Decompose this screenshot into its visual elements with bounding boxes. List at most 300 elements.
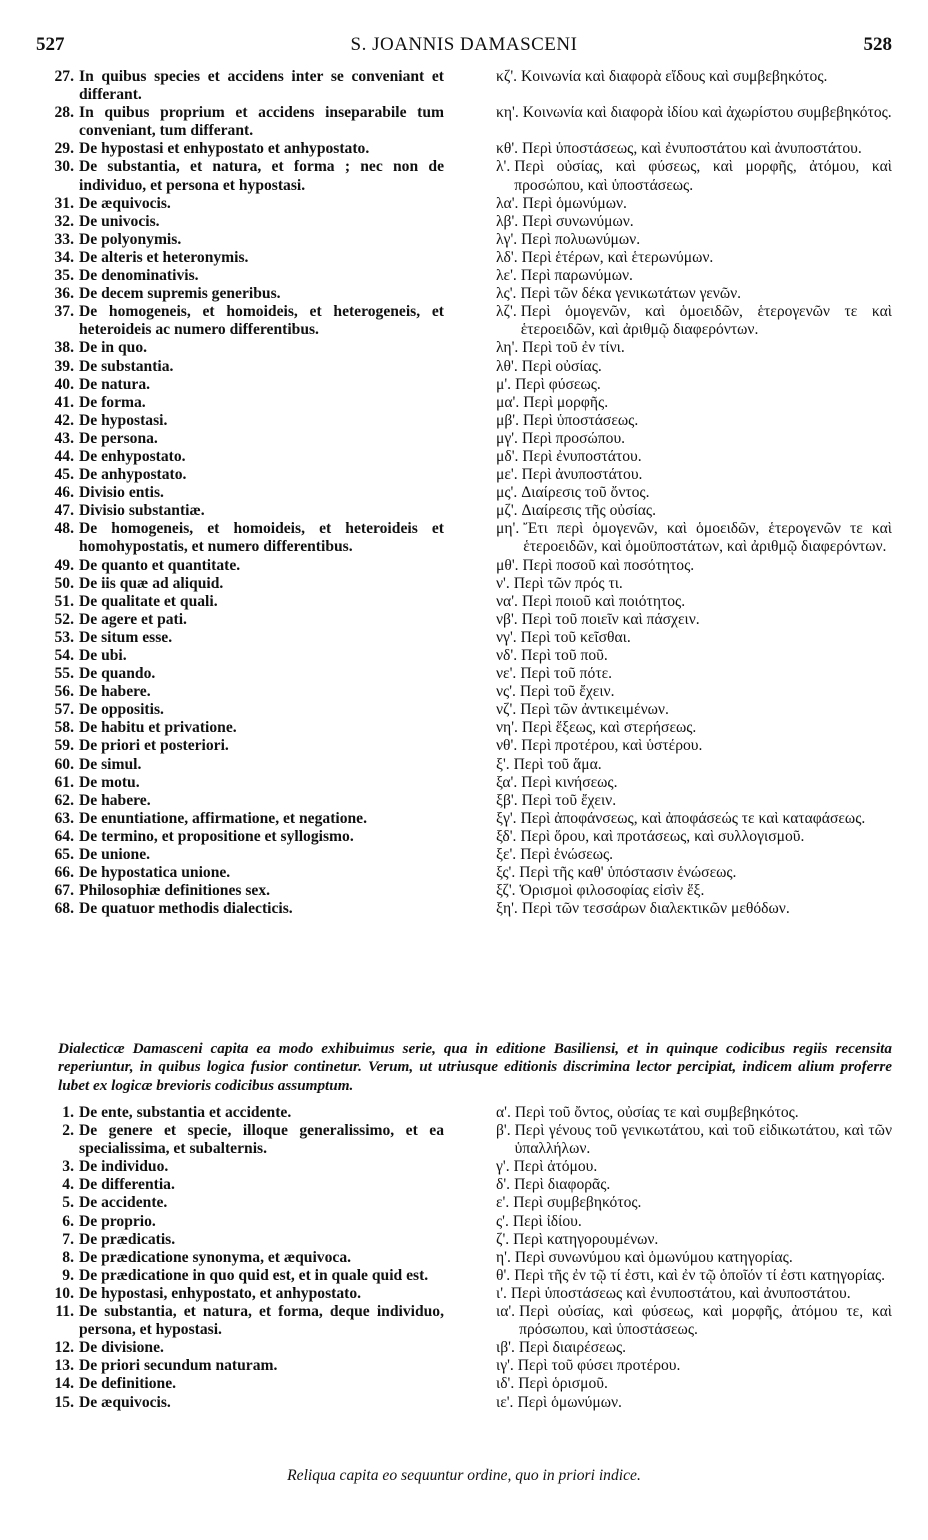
greek-title: Περὶ παρωνύμων. [520, 267, 633, 285]
entry-number: 39. [54, 357, 74, 375]
greek-title: Περὶ ὑποστάσεως καὶ ἐνυποστάτου, καὶ ἀνυποστάτου. [510, 1284, 851, 1302]
greek-number: ξζ'. [496, 882, 516, 900]
greek-title: Περὶ οὐσίας. [521, 357, 602, 375]
chapter-index-main [36, 68, 892, 918]
entry-number: 42. [54, 411, 74, 429]
latin-title: De hypostatica unione. [79, 864, 231, 882]
entry-number: 60. [54, 755, 74, 773]
index-row [36, 158, 892, 194]
latin-title: De anhypostato. [79, 466, 187, 484]
latin-title: De qualitate et quali. [79, 592, 218, 610]
latin-entry [36, 701, 456, 719]
latin-entry [36, 756, 456, 774]
entry-number: 41. [54, 393, 74, 411]
greek-title: Περὶ ἑνώσεως. [520, 846, 614, 864]
latin-title: De enhypostato. [79, 447, 186, 465]
entry-number: 43. [54, 429, 74, 447]
latin-title: De differentia. [79, 1176, 175, 1194]
latin-entry [36, 1213, 456, 1231]
greek-title: Κοινωνία καὶ διαφορὰ εἴδους καὶ συμβεβηκότος. [521, 68, 828, 85]
index-row [36, 430, 892, 448]
entry-number: 52. [54, 610, 74, 628]
greek-entry [456, 231, 892, 249]
latin-title: De æquivocis. [79, 1393, 171, 1411]
latin-entry [36, 1104, 456, 1122]
entry-number: 45. [54, 466, 74, 484]
greek-title: Περὶ προσώπου. [521, 429, 626, 447]
greek-number: ξε'. [496, 846, 517, 864]
index-row [36, 575, 892, 593]
entry-number: 56. [54, 683, 74, 701]
greek-entry [456, 1339, 892, 1357]
entry-number: 34. [54, 248, 74, 266]
entry-number: 68. [54, 900, 74, 918]
greek-number: η'. [496, 1248, 511, 1266]
greek-title: Περὶ ὑποστάσεως. [523, 411, 639, 429]
latin-entry [36, 611, 456, 629]
greek-title: Περὶ τῆς καθ' ὑπόστασιν ἑνώσεως. [519, 864, 737, 882]
latin-title: Philosophiæ definitiones sex. [79, 882, 271, 900]
greek-entry [456, 249, 892, 267]
greek-number: ιε'. [496, 1393, 514, 1411]
greek-number: νς'. [496, 683, 516, 701]
greek-number: λζ'. [496, 303, 517, 321]
greek-number: νγ'. [496, 628, 517, 646]
editorial-note-text: Dialecticæ Damasceni capita ea modo exhibuimus serie, qua in editione Basiliensi, et in quinque codicibus regiis recensita reperiuntur, in quibus logica fusior continetur. Verum, ut utriusque editionis discrimina lector percipiat, indicem alium proferre lubet ex logicæ brevioris codicibus assumptum. [58, 1040, 892, 1094]
index-row [36, 1267, 892, 1285]
greek-number: ξα'. [496, 773, 518, 791]
greek-number: λε'. [496, 267, 517, 285]
latin-title: De unione. [79, 846, 151, 864]
latin-title: De substantia, et natura, et forma ; nec non de individuo, et persona et hypostasi. [79, 158, 444, 194]
greek-title: Περὶ τοῦ ἐν τίνι. [522, 339, 625, 357]
greek-number: νθ'. [496, 737, 518, 755]
latin-entry [36, 1357, 456, 1375]
greek-title: Περὶ ὁμογενῶν, καὶ ὁμοειδῶν, ἑτερογενῶν τε καὶ ἑτεροειδῶν, καὶ ἀριθμῷ διαφερόντων. [520, 303, 892, 339]
greek-number: νδ'. [496, 647, 518, 664]
entry-number: 32. [54, 212, 74, 230]
greek-number: δ'. [496, 1176, 511, 1194]
entry-number: 13. [54, 1357, 74, 1375]
latin-entry [36, 1285, 456, 1303]
index-row [36, 1249, 892, 1267]
greek-entry [456, 267, 892, 285]
latin-entry [36, 376, 456, 394]
greek-entry [456, 158, 892, 194]
entry-number: 62. [54, 791, 74, 809]
latin-entry [36, 412, 456, 430]
greek-title: Περὶ προτέρου, καὶ ὑστέρου. [521, 737, 703, 755]
chapter-index-brief [36, 1104, 892, 1412]
index-row [36, 1357, 892, 1375]
latin-entry [36, 140, 456, 158]
latin-title: De in quo. [79, 339, 148, 357]
greek-entry [456, 466, 892, 484]
entry-number: 46. [54, 484, 74, 502]
latin-title: Divisio substantiæ. [79, 502, 205, 520]
greek-entry [456, 810, 892, 828]
latin-entry [36, 1176, 456, 1194]
latin-entry [36, 1267, 456, 1285]
greek-entry [456, 900, 892, 918]
latin-entry [36, 466, 456, 484]
greek-entry [456, 864, 892, 882]
entry-number: 66. [54, 864, 74, 882]
latin-title: De termino, et propositione et syllogismo. [79, 827, 354, 845]
greek-number: κθ'. [496, 140, 519, 158]
greek-number: λη'. [496, 339, 519, 357]
latin-entry [36, 575, 456, 593]
greek-number: λθ'. [496, 357, 518, 375]
latin-entry [36, 195, 456, 213]
greek-title: Περὶ ὁμωνύμων. [522, 194, 627, 212]
greek-title: Περὶ τοῦ ποῦ. [521, 647, 608, 664]
greek-title: Περὶ ὑποστάσεως, καὶ ἐνυποστάτου καὶ ἀνυποστάτου. [522, 140, 862, 158]
greek-title: Περὶ ποιοῦ καὶ ποιότητος. [521, 592, 686, 610]
greek-number: μβ'. [496, 411, 520, 429]
greek-number: ε'. [496, 1194, 510, 1212]
latin-title: De enuntiatione, affirmatione, et negatione. [79, 809, 368, 827]
index-row [36, 882, 892, 900]
greek-entry [456, 1194, 892, 1212]
greek-number: νε'. [496, 665, 517, 683]
latin-entry [36, 1158, 456, 1176]
greek-title: Κοινωνία καὶ διαφορὰ ἰδίου καὶ ἀχωρίστου συμβεβηκότος. [522, 104, 892, 122]
latin-title: De genere et specie, illoque generalissimo, et ea specialissima, et subalternis. [79, 1122, 444, 1158]
greek-entry [456, 285, 892, 303]
index-row [36, 719, 892, 737]
latin-title: De quando. [79, 665, 156, 683]
entry-number: 2. [62, 1122, 74, 1140]
latin-title: De substantia, et natura, et forma, deque individuo, persona, et hypostasi. [79, 1303, 444, 1339]
greek-entry [456, 376, 892, 394]
entry-number: 14. [54, 1375, 74, 1393]
entry-number: 1. [62, 1104, 74, 1121]
latin-title: De alteris et heteronymis. [79, 248, 249, 266]
greek-entry [456, 484, 892, 502]
greek-entry [456, 737, 892, 755]
greek-number: ι'. [496, 1284, 507, 1302]
greek-entry [456, 1267, 892, 1285]
entry-number: 67. [54, 882, 74, 900]
entry-number: 36. [54, 285, 74, 303]
greek-number: νη'. [496, 719, 518, 737]
latin-entry [36, 430, 456, 448]
latin-entry [36, 285, 456, 303]
greek-number: ξβ'. [496, 791, 518, 809]
greek-entry [456, 557, 892, 575]
latin-title: De denominativis. [79, 267, 199, 285]
greek-entry [456, 358, 892, 376]
greek-title: Ἔτι περὶ ὁμογενῶν, καὶ ὁμοειδῶν, ἑτερογενῶν τε καὶ ἑτεροειδῶν, καὶ ὁμοϋποστάτων, καὶ ἀριθμῷ διαφερόντων. [523, 520, 892, 556]
index-row [36, 792, 892, 810]
greek-entry [456, 575, 892, 593]
greek-entry [456, 502, 892, 520]
entry-number: 55. [54, 665, 74, 683]
latin-entry [36, 1249, 456, 1267]
greek-number: θ'. [496, 1266, 511, 1284]
index-row [36, 484, 892, 502]
latin-title: De proprio. [79, 1212, 156, 1230]
greek-entry [456, 1176, 892, 1194]
latin-entry [36, 104, 456, 140]
latin-entry [36, 249, 456, 267]
index-row [36, 593, 892, 611]
latin-title: De motu. [79, 773, 140, 791]
entry-number: 12. [54, 1339, 74, 1357]
greek-number: μς'. [496, 484, 518, 502]
index-row [36, 1375, 892, 1393]
latin-title: In quibus species et accidens inter se conveniant et differant. [79, 68, 444, 104]
greek-title: Περὶ ἀτόμου. [513, 1158, 598, 1176]
latin-title: De polyonymis. [79, 230, 182, 248]
entry-number: 31. [54, 194, 74, 212]
latin-entry [36, 737, 456, 755]
index-row [36, 358, 892, 376]
greek-entry [456, 394, 892, 412]
greek-title: Περὶ τοῦ ἅμα. [513, 755, 602, 773]
latin-title: De divisione. [79, 1339, 164, 1357]
latin-title: De simul. [79, 755, 142, 773]
latin-title: De univocis. [79, 212, 160, 230]
index-row [36, 104, 892, 140]
latin-entry [36, 846, 456, 864]
footer-note: Reliqua capita eo sequuntur ordine, quo in priori indice. [287, 1467, 641, 1484]
index-row [36, 756, 892, 774]
greek-title: Περὶ συνωνύμων. [522, 212, 634, 230]
greek-number: ιδ'. [496, 1375, 515, 1393]
latin-entry [36, 213, 456, 231]
entry-number: 50. [54, 574, 74, 592]
greek-entry [456, 1122, 892, 1158]
latin-title: De æquivocis. [79, 194, 171, 212]
greek-title: Διαίρεσις τῆς οὐσίας. [521, 502, 656, 520]
greek-title: Περὶ τοῦ ποιεῖν καὶ πάσχειν. [521, 610, 700, 628]
greek-entry [456, 629, 892, 647]
greek-title: Περὶ τῶν δέκα γενικωτάτων γενῶν. [520, 285, 742, 303]
greek-entry [456, 1231, 892, 1249]
greek-title: Περὶ ἰδίου. [512, 1212, 582, 1230]
latin-title: De ente, substantia et accidente. [79, 1104, 292, 1121]
entry-number: 65. [54, 846, 74, 864]
entry-number: 64. [54, 827, 74, 845]
index-row [36, 810, 892, 828]
greek-number: λγ'. [496, 230, 518, 248]
greek-entry [456, 792, 892, 810]
index-row [36, 683, 892, 701]
greek-title: Διαίρεσις τοῦ ὄντος. [521, 484, 650, 502]
latin-entry [36, 303, 456, 339]
greek-number: λ'. [496, 158, 511, 176]
greek-title: Περὶ ὁμωνύμων. [517, 1393, 622, 1411]
latin-title: De definitione. [79, 1375, 177, 1393]
greek-title: Περὶ γένους τοῦ γενικωτάτου, καὶ τοῦ εἰδικωτάτου, καὶ τῶν ὑπαλλήλων. [514, 1122, 892, 1158]
greek-title: Περὶ πολυωνύμων. [521, 230, 641, 248]
greek-number: ξγ'. [496, 809, 517, 827]
latin-entry [36, 68, 456, 104]
greek-entry [456, 1303, 892, 1339]
greek-entry [456, 611, 892, 629]
latin-entry [36, 828, 456, 846]
greek-title: Περὶ ἕξεως, καὶ στερήσεως. [521, 719, 697, 737]
latin-title: De habitu et privatione. [79, 719, 237, 737]
latin-title: De oppositis. [79, 701, 164, 719]
entry-number: 6. [62, 1212, 74, 1230]
index-row [36, 213, 892, 231]
index-row [36, 665, 892, 683]
greek-number: νβ'. [496, 610, 518, 628]
greek-title: Περὶ συμβεβηκότος. [513, 1194, 642, 1212]
index-row [36, 195, 892, 213]
greek-entry [456, 647, 892, 665]
entry-number: 61. [54, 773, 74, 791]
greek-number: ξ'. [496, 755, 510, 773]
index-row [36, 140, 892, 158]
latin-title: De prædicatione synonyma, et æquivoca. [79, 1248, 352, 1266]
latin-entry [36, 1303, 456, 1339]
greek-title: Περὶ οὐσίας, καὶ φύσεως, καὶ μορφῆς, ἀτόμου, καὶ προσώπου, καὶ ὑποστάσεως. [514, 158, 892, 194]
latin-entry [36, 557, 456, 575]
greek-entry [456, 1375, 892, 1393]
greek-title: Ὁρισμοὶ φιλοσοφίας εἰσὶν ἕξ. [519, 882, 705, 900]
index-row [36, 448, 892, 466]
latin-title: De forma. [79, 393, 146, 411]
greek-number: γ'. [496, 1158, 510, 1176]
latin-title: De quanto et quantitate. [79, 556, 241, 574]
index-row [36, 1122, 892, 1158]
entry-number: 35. [54, 267, 74, 285]
index-row [36, 68, 892, 104]
greek-title: Περὶ τοῦ πότε. [520, 665, 613, 683]
latin-entry [36, 158, 456, 194]
latin-entry [36, 484, 456, 502]
latin-title: De prædicatione in quo quid est, et in quale quid est. [79, 1266, 429, 1284]
latin-entry [36, 864, 456, 882]
index-row [36, 846, 892, 864]
index-row [36, 1303, 892, 1339]
index-row [36, 249, 892, 267]
greek-number: να'. [496, 592, 518, 610]
latin-entry [36, 629, 456, 647]
latin-title: De hypostasi, enhypostato, et anhypostato. [79, 1284, 362, 1302]
greek-number: με'. [496, 466, 518, 484]
greek-entry [456, 665, 892, 683]
greek-title: Περὶ διαιρέσεως. [518, 1339, 627, 1357]
greek-number: α'. [496, 1104, 511, 1121]
latin-entry [36, 1122, 456, 1158]
index-row [36, 737, 892, 755]
entry-number: 51. [54, 592, 74, 610]
latin-entry [36, 1194, 456, 1212]
greek-entry [456, 756, 892, 774]
index-row [36, 864, 892, 882]
latin-entry [36, 1339, 456, 1357]
latin-title: De situm esse. [79, 628, 173, 646]
entry-number: 5. [62, 1194, 74, 1212]
latin-entry [36, 1231, 456, 1249]
greek-entry [456, 448, 892, 466]
index-row [36, 647, 892, 665]
greek-number: λα'. [496, 194, 519, 212]
greek-title: Περὶ τῶν ἀντικειμένων. [520, 701, 669, 719]
latin-entry [36, 339, 456, 357]
greek-title: Περὶ ὁρισμοῦ. [518, 1375, 608, 1393]
latin-entry [36, 520, 456, 556]
greek-entry [456, 339, 892, 357]
page-number-left: 527 [36, 34, 65, 55]
greek-number: ξη'. [496, 900, 518, 918]
greek-entry [456, 213, 892, 231]
entry-number: 63. [54, 809, 74, 827]
page-number-right: 528 [863, 34, 892, 55]
entry-number: 53. [54, 628, 74, 646]
greek-title: Περὶ τοῦ ὄντος, οὐσίας τε καὶ συμβεβηκότος. [514, 1104, 799, 1121]
index-row [36, 1394, 892, 1412]
latin-entry [36, 665, 456, 683]
running-title: S. JOANNIS DAMASCENI [350, 34, 578, 55]
entry-number: 30. [54, 158, 74, 176]
greek-title: Περὶ φύσεως. [515, 375, 601, 393]
greek-number: ξδ'. [496, 827, 517, 845]
greek-number: λβ'. [496, 212, 519, 230]
entry-number: 3. [62, 1158, 74, 1176]
latin-title: De prædicatis. [79, 1230, 176, 1248]
latin-title: De homogeneis, et homoideis, et heteroideis et homohypostatis, et numero differentibus. [79, 520, 444, 556]
latin-title: De iis quæ ad aliquid. [79, 574, 224, 592]
greek-entry [456, 774, 892, 792]
greek-title: Περὶ συνωνύμου καὶ ὁμωνύμου κατηγορίας. [514, 1248, 793, 1266]
greek-title: Περὶ μορφῆς. [523, 393, 609, 411]
latin-title: De habere. [79, 683, 151, 701]
latin-title: De individuo. [79, 1158, 169, 1176]
index-row [36, 502, 892, 520]
latin-title: De agere et pati. [79, 610, 187, 628]
greek-title: Περὶ ἀνυποστάτου. [521, 466, 643, 484]
greek-title: Περὶ τῶν τεσσάρων διαλεκτικῶν μεθόδων. [521, 900, 790, 918]
greek-title: Περὶ κινήσεως. [521, 773, 618, 791]
index-row [36, 557, 892, 575]
greek-number: μζ'. [496, 502, 518, 520]
latin-entry [36, 774, 456, 792]
latin-title: In quibus proprium et accidens inseparabile tum conveniant, tum differant. [79, 104, 444, 140]
entry-number: 57. [54, 701, 74, 719]
index-row [36, 285, 892, 303]
latin-title: De priori et posteriori. [79, 737, 229, 755]
index-row [36, 1231, 892, 1249]
editorial-note [36, 1040, 892, 1095]
greek-entry [456, 1249, 892, 1267]
index-row [36, 1158, 892, 1176]
greek-title: Περὶ τοῦ κεῖσθαι. [520, 628, 631, 646]
entry-number: 27. [54, 68, 74, 85]
greek-number: μα'. [496, 393, 520, 411]
entry-number: 29. [54, 140, 74, 158]
entry-number: 15. [54, 1393, 74, 1411]
greek-number: μ'. [496, 375, 512, 393]
latin-entry [36, 647, 456, 665]
entry-number: 4. [62, 1176, 74, 1194]
greek-number: λς'. [496, 285, 517, 303]
entry-number: 7. [62, 1230, 74, 1248]
latin-entry [36, 358, 456, 376]
greek-title: Περὶ ποσοῦ καὶ ποσότητος. [522, 556, 695, 574]
latin-title: De natura. [79, 375, 151, 393]
index-row [36, 376, 892, 394]
index-row [36, 267, 892, 285]
latin-entry [36, 267, 456, 285]
greek-entry [456, 430, 892, 448]
entry-number: 47. [54, 502, 74, 520]
